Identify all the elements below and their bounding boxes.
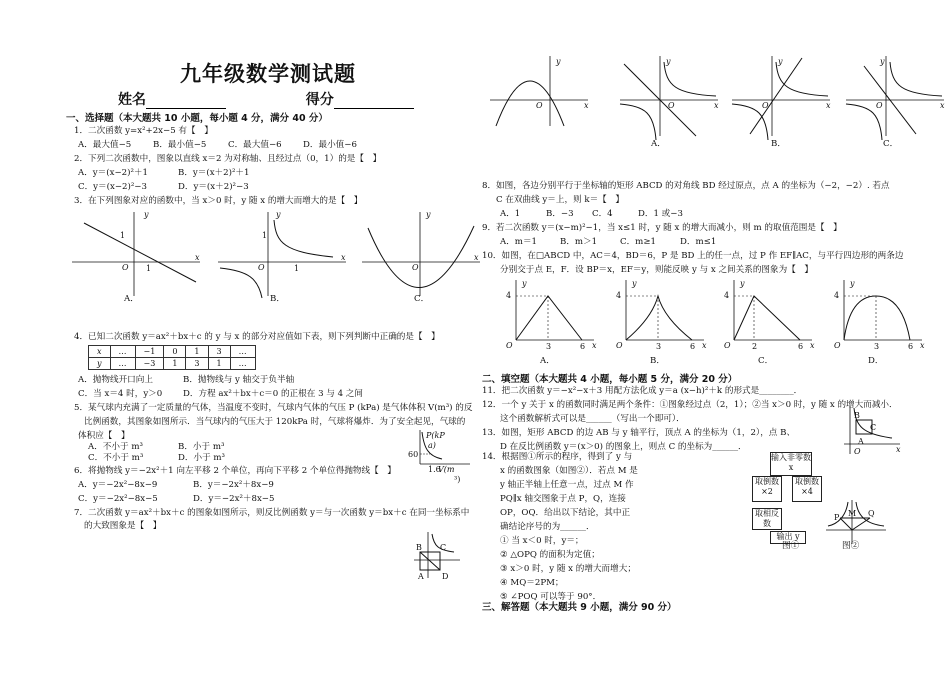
score-field[interactable]: [334, 94, 414, 109]
figure-label: y: [276, 210, 281, 219]
q7-label-b: B．: [771, 139, 786, 149]
figure-label: x: [826, 101, 831, 110]
q7-line-2: 的大致图象是【 】: [84, 521, 162, 531]
q10-label-c: C．: [758, 356, 774, 366]
section1-heading: 一、选择题（本大题共 10 小题，每小题 4 分，满分 40 分）: [66, 113, 328, 124]
q6-option-d: D．y＝−2x²＋8x−5: [193, 494, 275, 504]
figure-label: y: [556, 57, 561, 66]
figure-label: y: [666, 57, 671, 66]
q1-option-b: B．最小值−5: [153, 140, 207, 150]
figure-label: x: [702, 341, 707, 350]
q10-graph-a: [502, 278, 598, 350]
q9-stem: 9．若二次函数 y＝(x−m)²−1，当 x≤1 时，y 随 x 的增大而减小，则 m 的取值范围是【 】: [482, 223, 842, 233]
q4-option-d: D．方程 ax²＋bx＋c＝0 的正根在 3 与 4 之间: [183, 389, 363, 399]
figure-label: O: [762, 101, 769, 110]
figure-label: y: [778, 57, 783, 66]
figure-label: x: [940, 101, 945, 110]
p-axis-unit: a): [428, 441, 436, 450]
flow-text: ×4: [801, 487, 813, 496]
q3-graph-b: [218, 208, 348, 300]
figure-label: B: [854, 411, 860, 420]
q5-line-1: 5．某气球内充满了一定质量的气体，当温度不变时，气球内气体的气压 P (kPa) 是气体体积 V(m³) 的反: [74, 403, 473, 413]
figure-label: 6: [580, 342, 586, 351]
figure-label: x: [341, 253, 346, 262]
figure-label: O: [668, 101, 675, 110]
q3-label-b: B．: [270, 294, 285, 304]
figure-label: 6: [908, 342, 914, 351]
q5-option-d: D．小于 m³: [178, 453, 225, 463]
flow-left-reciprocal: [752, 476, 782, 502]
q4-stem: 4．已知二次函数 y＝ax²＋bx＋c 的 y 与 x 的部分对应值如下表，则下列判断中正确的是【 】: [74, 332, 440, 342]
flow-text: 取倒数: [755, 477, 779, 486]
q7-line-1: 7．二次函数 y＝ax²＋bx＋c 的图象如图所示，则反比例函数 y＝与一次函数 y＝bx＋c 在同一坐标系中: [74, 508, 470, 518]
q2-option-b: B．y＝(x＋2)²＋1: [178, 168, 250, 178]
figure-label: C: [440, 543, 447, 552]
figure-label: x: [584, 101, 589, 110]
figure-label: 2: [752, 342, 758, 351]
table-cell: 1: [186, 346, 208, 358]
q14-line-6: 确结论序号的为______．: [500, 522, 595, 532]
figure-label: O: [876, 101, 883, 110]
q14-conclusion-5: ⑤ ∠POQ 可以等于 90°．: [500, 592, 602, 602]
figure-label: O: [724, 341, 731, 350]
figure-label: x: [714, 101, 719, 110]
q5-graph: [408, 430, 472, 484]
q14-conclusion-3: ③ x＞0 时，y 随 x 的增大而增大；: [500, 564, 636, 574]
figure-label: O: [616, 341, 623, 350]
q1-option-d: D．最小值−6: [303, 140, 357, 150]
flow-input-box: 输入非零数 x: [770, 452, 812, 476]
q6-option-b: B．y＝−2x²＋8x−9: [193, 480, 274, 490]
figure-label: 3: [656, 342, 662, 351]
q6-option-c: C．y＝−2x²−8x−5: [78, 494, 158, 504]
q8-figure: [412, 530, 462, 582]
figure-label: M: [848, 509, 857, 518]
q10-label-a: A．: [540, 356, 555, 366]
table-cell: 1: [208, 358, 230, 370]
q3-stem: 3．在下列图象对应的函数中，当 x＞0 时，y 随 x 的增大而增大的是【 】: [74, 196, 363, 206]
figure-label: x: [474, 253, 479, 262]
figure-label: 3: [546, 342, 552, 351]
q13-line-1: 13．如图，矩形 ABCD 的边 AB 与 y 轴平行，顶点 A 的坐标为（1，2），点 B、: [482, 428, 796, 438]
figure-label: D: [442, 572, 449, 581]
q10-graph-c: [720, 278, 816, 350]
figure-1-caption: 图①: [782, 541, 800, 551]
q5-line-3: 体积应【 】: [78, 431, 130, 441]
figure-label: y: [632, 279, 637, 288]
figure-label: P: [834, 513, 840, 522]
q1-option-a: A．最大值−5: [78, 140, 132, 150]
q5-option-c: C．不小于 m³: [88, 453, 144, 463]
q6-stem: 6．将抛物线 y＝−2x²＋1 向左平移 2 个单位，再向下平移 2 个单位得抛物线【 】: [74, 466, 396, 476]
q7-label-a: A．: [651, 139, 666, 149]
flow-text: ×2: [761, 487, 773, 496]
q2-option-d: D．y＝(x＋2)²−3: [178, 182, 249, 192]
name-score-row: [118, 89, 414, 109]
figure-label: 6: [798, 342, 804, 351]
figure-label: 4: [616, 291, 622, 300]
table-cell: −3: [135, 358, 164, 370]
q3-graph-a: [72, 208, 202, 300]
q7-graph-b-graph: [620, 56, 720, 136]
figure-label: O: [506, 341, 513, 350]
axis-x-label: x: [195, 253, 200, 262]
figure-label: O: [854, 447, 861, 456]
q1-option-c: C．最大值−6: [228, 140, 282, 150]
q8-option-b: B．−3: [546, 209, 574, 219]
name-field[interactable]: [146, 94, 226, 109]
figure-label: B: [416, 543, 422, 552]
table-cell: 3: [186, 358, 208, 370]
q12-line-2: 这个函数解析式可以是______（写出一个即可）．: [500, 414, 685, 424]
figure-label: y: [850, 279, 855, 288]
figure-label: O: [834, 341, 841, 350]
q14-line-3: y 轴正半轴上任意一点，过点 M 作: [500, 480, 634, 490]
table-cell: …: [230, 346, 255, 358]
q14-conclusion-1: ① 当 x＜0 时，y＝；: [500, 536, 584, 546]
flow-negate-box: 取相反数: [752, 508, 782, 530]
q8-option-c: C．4: [592, 209, 613, 219]
figure-label: y: [740, 279, 745, 288]
q7-graph-d-graph: [846, 56, 946, 136]
p-axis-label: P(kP: [426, 431, 445, 440]
figure-label: 3: [874, 342, 880, 351]
q5-option-b: B．小于 m³: [178, 442, 225, 452]
figure-label: y: [880, 57, 885, 66]
q6-option-a: A．y＝−2x²−8x−9: [78, 480, 158, 490]
section3-heading: 三、解答题（本大题共 9 小题，满分 90 分）: [482, 602, 677, 613]
figure-label: x: [920, 341, 925, 350]
q2-stem: 2．下列二次函数中，图象以直线 x＝2 为对称轴、且经过点（0，1）的是【 】: [74, 154, 382, 164]
q3-graph-c: [362, 208, 482, 300]
tick-label: 1: [146, 264, 152, 273]
name-label: 姓名: [118, 92, 146, 108]
q13-line-2: D 在反比例函数 y＝(x＞0) 的图象上，则点 C 的坐标为______．: [500, 442, 747, 452]
q12-line-1: 12．一个 y 关于 x 的函数同时满足两个条件：①图象经过点（2，1）；②当 x＞0 时，y 随 x 的增大而减小．: [482, 400, 898, 410]
figure-label: Q: [868, 509, 875, 518]
figure-label: O: [536, 101, 543, 110]
score-label: 得分: [305, 92, 334, 108]
figure-label: x: [810, 341, 815, 350]
table-row: [89, 346, 256, 358]
table-row: [89, 358, 256, 370]
y-tick: 60: [408, 450, 419, 459]
table-cell: −1: [135, 346, 164, 358]
flow-text: 取倒数: [795, 477, 819, 486]
q14-conclusion-2: ② △OPQ 的面积为定值；: [500, 550, 600, 560]
q3-label-c: C．: [414, 294, 430, 304]
q10-label-d: D．: [868, 356, 884, 366]
q10-line-2: 分别交于点 E，F．设 BP＝x，EF＝y，则能反映 y 与 x 之间关系的图象为【 】: [500, 265, 813, 275]
figure-2-caption: 图②: [842, 541, 860, 551]
q9-option-d: D．m≤1: [680, 237, 717, 247]
q7-graph-c-graph: [732, 56, 832, 136]
table-cell: …: [230, 358, 255, 370]
q4-option-c: C．当 x＝4 时，y＞0: [78, 389, 163, 399]
figure-label: y: [426, 210, 431, 219]
table-cell: …: [110, 346, 135, 358]
figure-label: C: [870, 423, 877, 432]
figure-label: 6: [690, 342, 696, 351]
figure-label: 4: [834, 291, 840, 300]
axis-y-label: y: [144, 210, 149, 219]
origin-label: O: [122, 263, 129, 272]
v-axis-unit: ³): [454, 475, 461, 484]
q14-line-1: 14．根据图①所示的程序，得到了 y 与: [482, 452, 633, 462]
q14-line-5: OP，OQ．给出以下结论，其中正: [500, 508, 631, 518]
figure-label: A: [418, 572, 424, 581]
q8-option-d: D．1 或−3: [638, 209, 683, 219]
q10-label-b: B．: [650, 356, 665, 366]
table-cell: 0: [164, 346, 186, 358]
q1-stem: 1．二次函数 y=x²+2x−5 有【 】: [74, 126, 213, 136]
q13-figure: [842, 404, 902, 456]
v-axis-label: V(m: [438, 465, 455, 474]
q8-line-1: 8．如图，各边分别平行于坐标轴的矩形 ABCD 的对角线 BD 经过原点，点 A 的坐标为（−2，−2）. 若点: [482, 181, 890, 191]
q14-line-4: PQ∥x 轴交图象于点 P，Q，连接: [500, 494, 626, 504]
figure-label: 1: [294, 264, 300, 273]
table-cell: 1: [164, 358, 186, 370]
q8-line-2: C 在双曲线 y＝上，则 k＝【 】: [496, 195, 624, 205]
figure-label: O: [258, 263, 265, 272]
q4-option-a: A．抛物线开口向上: [78, 375, 153, 385]
figure-label: 4: [506, 291, 512, 300]
tick-label: 1: [120, 231, 126, 240]
figure-label: x: [592, 341, 597, 350]
table-cell: x: [89, 346, 111, 358]
q5-option-a: A．不小于 m³: [88, 442, 143, 452]
q11-text: 11．把二次函数 y＝−x²−x＋3 用配方法化成 y＝a (x−h)²＋k 的形式是________．: [482, 386, 803, 396]
q4-option-b: B．抛物线与 y 轴交于负半轴: [183, 375, 295, 385]
q2-option-a: A．y＝(x−2)²＋1: [78, 168, 148, 178]
figure-label: O: [412, 263, 419, 272]
q14-conclusion-4: ④ MQ＝2PM；: [500, 578, 564, 588]
flow-right-reciprocal: [792, 476, 822, 502]
figure-label: A: [858, 437, 864, 446]
q10-graph-d: [830, 278, 926, 350]
q10-graph-b: [612, 278, 708, 350]
table-cell: y: [89, 358, 111, 370]
q3-label-a: A．: [124, 294, 139, 304]
q4-value-table: [88, 345, 256, 370]
page-title: 九年级数学测试题: [180, 62, 356, 86]
figure-label: 1: [262, 231, 268, 240]
table-cell: 3: [208, 346, 230, 358]
x-tick: 1.6: [428, 465, 441, 474]
q10-line-1: 10．如图，在□ABCD 中，AC＝4，BD＝6，P 是 BD 上的任一点，过 P 作 EF∥AC，与平行四边形的两条边: [482, 251, 904, 261]
q9-option-c: C．m≥1: [620, 237, 656, 247]
q5-line-2: 比例函数，其图象如图所示．当气球内的气压大于 120kPa 时，气球将爆炸．为了安全起见，气球的: [84, 417, 466, 427]
q8-option-a: A．1: [500, 209, 521, 219]
table-cell: …: [110, 358, 135, 370]
section2-heading: 二、填空题（本大题共 4 小题，每小题 5 分，满分 20 分）: [482, 374, 738, 385]
figure-label: y: [522, 279, 527, 288]
flow-output-box: 输出 y: [770, 531, 806, 544]
q9-option-a: A．m＝1: [500, 237, 538, 247]
q9-option-b: B．m＞1: [560, 237, 598, 247]
q7-label-c: C．: [883, 139, 899, 149]
q14-line-2: x 的函数图象（如图②）．若点 M 是: [500, 466, 638, 476]
figure-label: x: [896, 445, 901, 454]
figure-label: 4: [724, 291, 730, 300]
q2-option-c: C．y＝(x−2)²−3: [78, 182, 147, 192]
q7-graph-a: [490, 56, 590, 128]
